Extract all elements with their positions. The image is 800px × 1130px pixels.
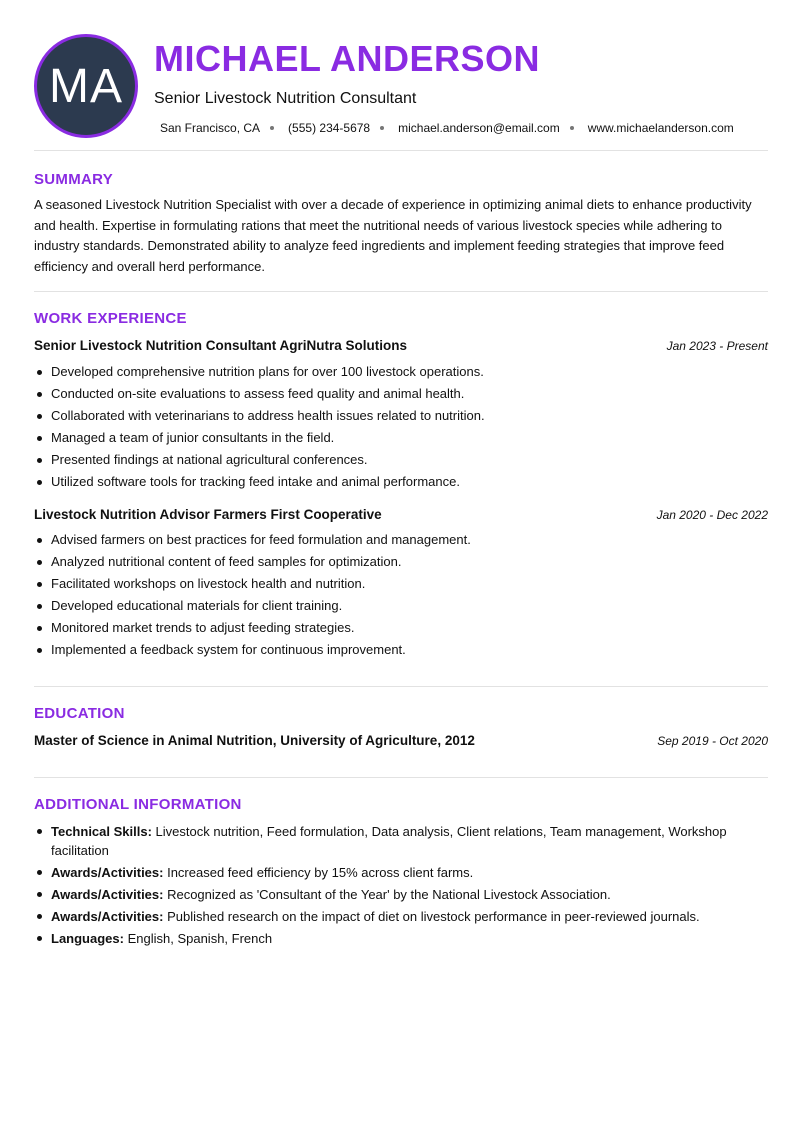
experience-heading: WORK EXPERIENCE (34, 310, 187, 327)
item-text: English, Spanish, French (123, 931, 273, 946)
separator-dot (270, 126, 274, 130)
list-item: Implemented a feedback system for continuous improvement. (34, 641, 768, 663)
summary-text: A seasoned Livestock Nutrition Specialist with over a decade of experience in optimizing animal diets to enhance productivity and health. Expertise in formulating rations that meet the nutritional needs of various livestock species while adhering to industry standards. Demonstrated ability to analyze feed ingredients and implement feeding strategies that improve feed efficiency and overall herd performance. (34, 197, 752, 274)
candidate-title: Senior Livestock Nutrition Consultant (154, 90, 417, 107)
avatar (34, 34, 138, 138)
item-label: Languages: (51, 931, 124, 946)
item-text: Recognized as 'Consultant of the Year' by the National Livestock Association. (163, 887, 611, 902)
list-item: Analyzed nutritional content of feed samples for optimization. (34, 553, 768, 575)
separator-dot (380, 126, 384, 130)
additional-heading: ADDITIONAL INFORMATION (34, 796, 242, 813)
item-label: Awards/Activities: (51, 909, 164, 924)
candidate-name: MICHAEL ANDERSON (154, 38, 541, 79)
job-title: Livestock Nutrition Advisor Farmers First Cooperative (34, 507, 382, 522)
list-item: Facilitated workshops on livestock health and nutrition. (34, 575, 768, 597)
job-header (34, 507, 768, 525)
list-item: Advised farmers on best practices for feed formulation and management. (34, 531, 768, 553)
job-bullets (34, 531, 768, 663)
list-item: Collaborated with veterinarians to address health issues related to nutrition. (34, 407, 768, 429)
resume-header (34, 34, 768, 138)
education-heading: EDUCATION (34, 705, 125, 722)
list-item (34, 863, 768, 882)
list-item: Conducted on-site evaluations to assess feed quality and animal health. (34, 385, 768, 407)
list-item: Presented findings at national agricultural conferences. (34, 451, 768, 473)
item-label: Awards/Activities: (51, 887, 164, 902)
contact-email[interactable]: michael.anderson@email.com (398, 121, 560, 135)
education-dates: Sep 2019 - Oct 2020 (657, 734, 768, 748)
job-dates: Jan 2020 - Dec 2022 (656, 508, 768, 522)
list-item: Monitored market trends to adjust feeding strategies. (34, 619, 768, 641)
education-entry (34, 733, 768, 751)
contact-phone: (555) 234-5678 (288, 121, 371, 135)
contact-website[interactable]: www.michaelanderson.com (587, 121, 734, 135)
list-item: Managed a team of junior consultants in the field. (34, 429, 768, 451)
item-label: Awards/Activities: (51, 865, 164, 880)
contact-line (160, 121, 734, 135)
job-header (34, 338, 768, 356)
additional-list (34, 822, 768, 951)
list-item (34, 885, 768, 904)
list-item (34, 822, 768, 860)
divider (34, 686, 768, 687)
job-bullets (34, 363, 768, 495)
job-dates: Jan 2023 - Present (666, 339, 768, 353)
list-item: Utilized software tools for tracking feed intake and animal performance. (34, 473, 768, 495)
divider (34, 150, 768, 151)
divider (34, 777, 768, 778)
education-degree: Master of Science in Animal Nutrition, University of Agriculture, 2012 (34, 733, 475, 748)
list-item (34, 907, 768, 926)
separator-dot (570, 126, 574, 130)
job-title: Senior Livestock Nutrition Consultant AgriNutra Solutions (34, 338, 408, 353)
contact-location: San Francisco, CA (160, 121, 261, 135)
item-text: Published research on the impact of diet on livestock performance in peer-reviewed journals. (163, 909, 700, 924)
item-label: Technical Skills: (51, 824, 152, 839)
list-item: Developed comprehensive nutrition plans for over 100 livestock operations. (34, 363, 768, 385)
summary-heading: SUMMARY (34, 171, 114, 188)
item-text: Increased feed efficiency by 15% across client farms. (163, 865, 474, 880)
item-text: Livestock nutrition, Feed formulation, Data analysis, Client relations, Team management, Workshop facilitation (51, 824, 727, 858)
avatar-initials: MA (49, 59, 123, 113)
list-item: Developed educational materials for client training. (34, 597, 768, 619)
list-item (34, 929, 768, 948)
divider (34, 291, 768, 292)
